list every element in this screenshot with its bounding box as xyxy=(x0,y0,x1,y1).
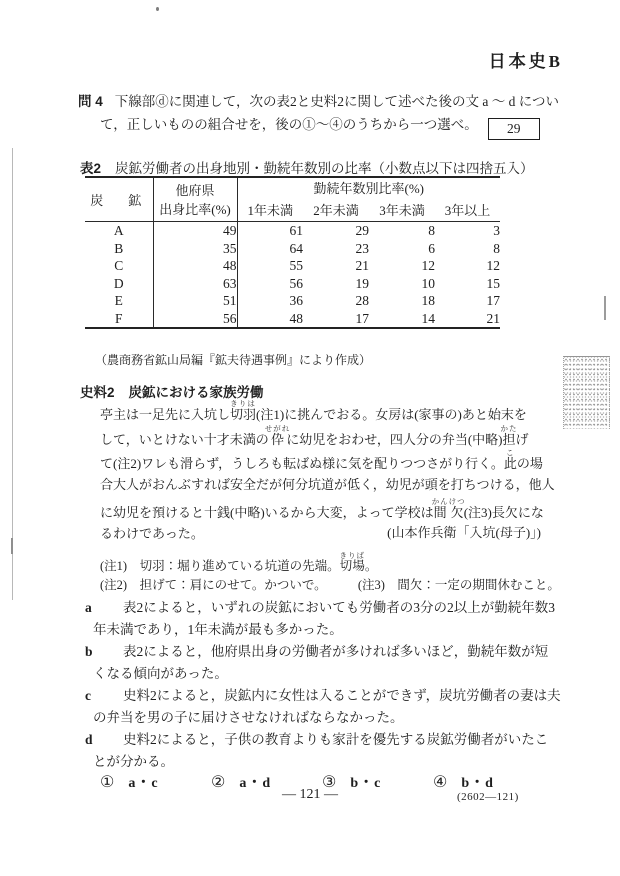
cell-value: 8 xyxy=(493,240,500,256)
option-number: ④ xyxy=(433,774,448,791)
scan-right-tick xyxy=(604,296,606,320)
col-header-other-line1: 他府県 xyxy=(175,182,215,198)
notes-body xyxy=(100,551,560,596)
ruby-term: 切羽きりは xyxy=(230,399,257,422)
cell-mine: D xyxy=(85,275,153,293)
cell-value: 49 xyxy=(153,222,237,240)
table2-row xyxy=(85,257,500,275)
cell-value: 21 xyxy=(486,310,500,326)
scan-smudge xyxy=(563,356,610,429)
cell-mine: A xyxy=(85,222,153,240)
statement-d: d 史料2によると，子供の教育よりも家計を優先する炭鉱労働者がいたことが分かる。 xyxy=(93,729,561,772)
statement-label: a xyxy=(85,600,92,615)
cell-value: 29 xyxy=(355,223,369,238)
cell-value: 64 xyxy=(289,240,303,256)
table2-body xyxy=(85,222,500,329)
cell-value: 10 xyxy=(421,275,435,291)
question-line-1 xyxy=(78,90,558,113)
question-text-2: て，正しいものの組合せを，後の①～④のうちから一つ選べ。 xyxy=(100,117,478,132)
statement-c: c 史料2によると，炭鉱内に女性は入ることができず，炭坑労働者の妻は夫の弁当を男の子に届けさせなければならなかった。 xyxy=(93,685,561,728)
ruby-term: 伜せがれ xyxy=(264,423,291,447)
cell-value: 12 xyxy=(421,258,435,273)
col-header-other-pref xyxy=(153,177,237,222)
text-line: 合大人がおんぶすれば安全だが何分坑道が低く，幼児が頭を打ちつける，他人 xyxy=(100,476,555,492)
scan-speck xyxy=(156,7,159,11)
table2-row xyxy=(85,240,500,258)
table2-row xyxy=(85,292,500,310)
option-text: a・c xyxy=(128,776,159,791)
table2-row xyxy=(85,222,500,240)
ruby-term: 此こ xyxy=(503,448,517,471)
cell-value: 48 xyxy=(289,310,303,326)
cell-value: 63 xyxy=(153,275,237,293)
col-header-other-line2: 出身比率(%) xyxy=(159,201,231,217)
cell-value: 51 xyxy=(153,292,237,310)
cell-value: 36 xyxy=(289,293,303,308)
statement-label: d xyxy=(85,732,93,747)
source2-credit: (山本作兵衛「入坑(母子)」) xyxy=(387,525,541,540)
scan-edge-mark xyxy=(11,538,13,554)
page-number: — 121 — xyxy=(282,787,338,802)
table2-label: 表2 xyxy=(80,161,102,176)
source2-heading xyxy=(80,381,264,401)
cell-mine: E xyxy=(85,292,153,310)
col-header-year4: 3年以上 xyxy=(435,200,500,222)
text-line: して，いとけない十才未満の伜せがれに幼児をおわせ，四人分の弁当(中略)担かたげ xyxy=(100,423,529,447)
answer-number-box: 29 xyxy=(488,118,540,140)
option-text: b・d xyxy=(461,776,494,791)
cell-value: 8 xyxy=(428,223,435,238)
cell-value: 28 xyxy=(355,293,369,308)
cell-value: 3 xyxy=(493,223,500,238)
col-header-year2: 2年未満 xyxy=(303,200,369,222)
cell-mine: F xyxy=(85,310,153,329)
cell-value: 17 xyxy=(355,310,369,326)
cell-value: 21 xyxy=(355,258,369,273)
col-header-mine: 炭 鉱 xyxy=(85,177,153,222)
statement-a: a 表2によると，いずれの炭鉱においても労働者の3分の2以上が勤続年数3年未満であり，1年未満が最も多かった。 xyxy=(93,597,561,640)
text-line: 亭主は一足先に入坑し切羽きりは(注1)に挑んでおる。女房は(家事の)あと始末を xyxy=(100,399,527,422)
cell-value: 12 xyxy=(486,258,500,273)
cell-value: 19 xyxy=(355,275,369,291)
cell-value: 56 xyxy=(289,275,303,291)
ruby-term: 担かた xyxy=(500,423,518,447)
table2-caption-text: 炭鉱労働者の出身地別・勤続年数別の比率（小数点以下は四捨五入） xyxy=(115,161,534,176)
table2-row xyxy=(85,310,500,329)
cell-value: 56 xyxy=(153,310,237,329)
cell-value: 61 xyxy=(289,223,303,238)
option-number: ① xyxy=(100,774,115,791)
cell-value: 6 xyxy=(428,240,435,256)
text-line: に幼児を預けると十銭(中略)いるから大変，よって学校は間欠かんけつ(注3)長欠にな xyxy=(100,497,544,520)
table2-source-note: （農商務省鉱山局編『鉱夫待遇事例』により作成） xyxy=(95,353,372,367)
ruby-term: 間欠かんけつ xyxy=(431,497,466,520)
cell-value: 48 xyxy=(153,257,237,275)
table2-row xyxy=(85,275,500,293)
cell-value: 23 xyxy=(355,240,369,256)
cell-value: 15 xyxy=(486,275,500,291)
question-text-1: 下線部ⓓに関連して，次の表2と史料2に関して述べた後の文 a ～ d につい xyxy=(114,94,559,109)
option-number: ③ xyxy=(322,774,337,791)
source2-label: 史料2 xyxy=(80,385,115,400)
statement-b: b 表2によると，他府県出身の労働者が多ければ多いほど，勤続年数が短くなる傾向があった。 xyxy=(93,641,561,684)
text-line: (注1) 切羽：堀り進めている坑道の先端。切場きりば。 xyxy=(100,551,378,573)
cell-value: 18 xyxy=(421,293,435,308)
text-line: るわけであった。 xyxy=(100,525,204,541)
doc-code: (2602—121) xyxy=(457,791,519,803)
cell-value: 35 xyxy=(153,240,237,258)
table2-caption xyxy=(80,157,534,177)
subject-title: 日本史B xyxy=(488,52,563,71)
ruby-term: 切場きりば xyxy=(339,551,365,573)
source2-title: 炭鉱における家族労働 xyxy=(128,385,264,400)
question-block xyxy=(78,90,558,140)
table2 xyxy=(85,176,500,329)
option-text: a・d xyxy=(239,776,272,791)
col-header-year3: 3年未満 xyxy=(369,200,435,222)
cell-value: 14 xyxy=(421,310,435,326)
question-number-label: 問 4 xyxy=(78,94,103,109)
scan-edge-line xyxy=(12,148,13,600)
cell-mine: B xyxy=(85,240,153,258)
text-line: て(注2)ワレも滑らず，うしろも転ばぬ様に気を配りつつさがり行く。此この場 xyxy=(100,448,543,471)
statement-label: b xyxy=(85,644,93,659)
statement-label: c xyxy=(85,688,91,703)
col-header-year1: 1年未満 xyxy=(237,200,303,222)
statements-list xyxy=(85,597,561,773)
cell-mine: C xyxy=(85,257,153,275)
cell-value: 17 xyxy=(486,293,500,308)
cell-value: 55 xyxy=(289,258,303,273)
text-line: (注2) 担げて：肩にのせて。かついで。 (注3) 間欠：一定の期間休むこと。 xyxy=(100,577,560,592)
option-number: ② xyxy=(211,774,226,791)
col-header-years-group: 勤続年数別比率(%) xyxy=(313,181,424,196)
question-line-2 xyxy=(100,113,558,140)
option-text: b・c xyxy=(350,776,382,791)
